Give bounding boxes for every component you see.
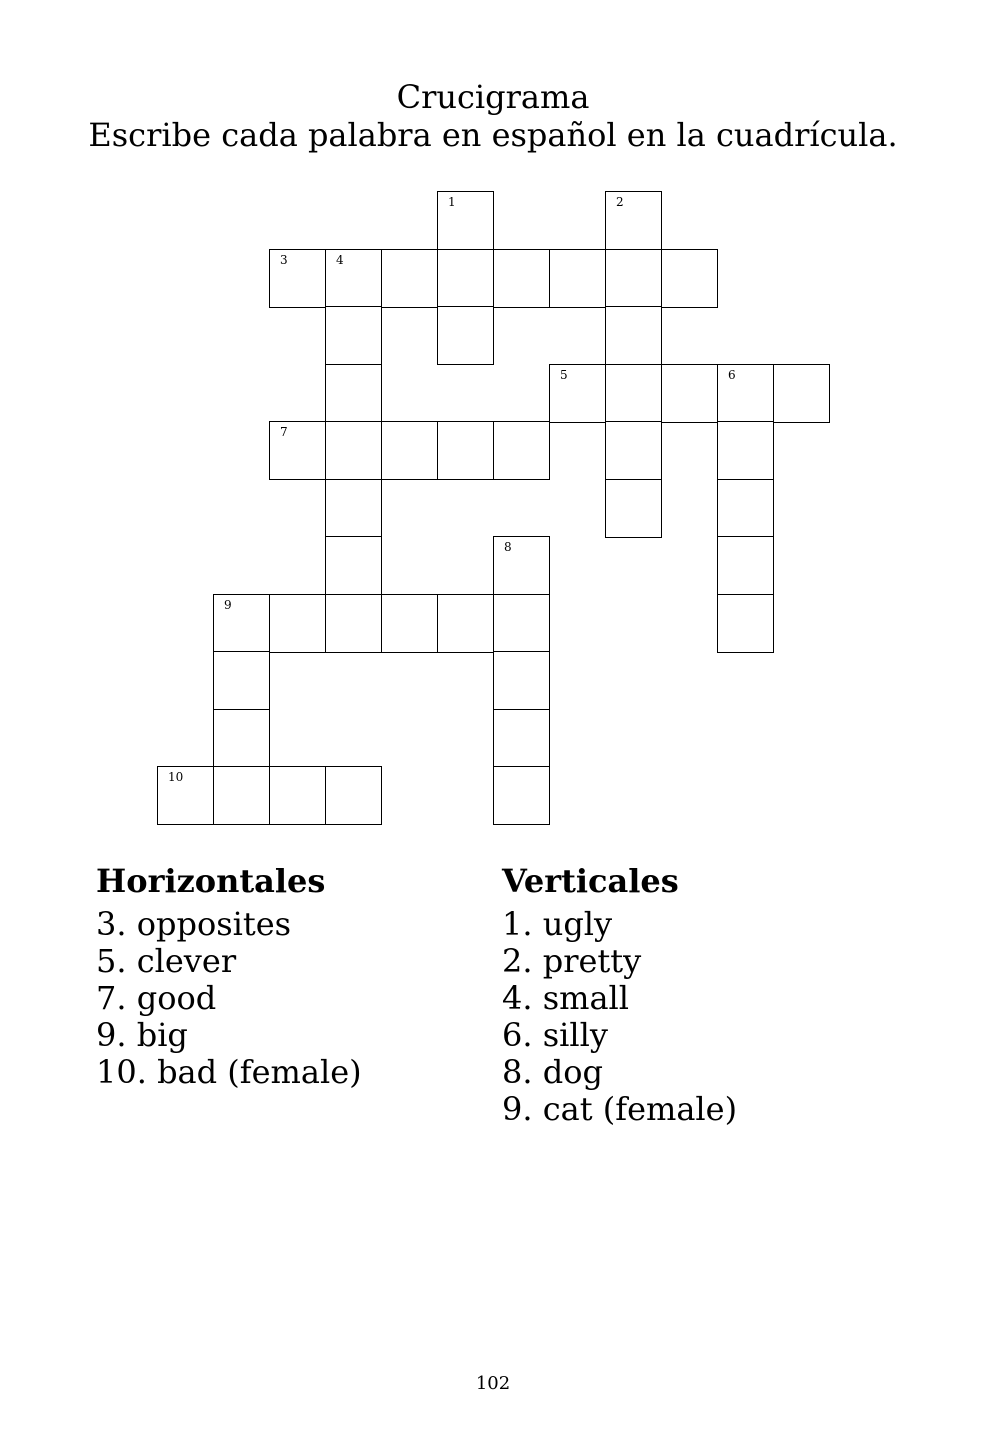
crossword-cell[interactable] — [325, 306, 382, 365]
crossword-cell[interactable] — [213, 766, 270, 825]
crossword-cell[interactable] — [157, 766, 214, 825]
crossword-cell[interactable] — [325, 364, 382, 423]
down-clue: 1. ugly — [502, 905, 613, 943]
crossword-cell[interactable] — [269, 766, 326, 825]
down-heading: Verticales — [502, 862, 679, 900]
crossword-cell[interactable] — [493, 766, 550, 825]
crossword-cell[interactable] — [493, 536, 550, 595]
clue-number: 7 — [280, 425, 288, 439]
across-clues — [96, 860, 362, 1091]
clue-number: 5 — [560, 367, 568, 382]
crossword-cell[interactable] — [437, 421, 494, 480]
page-number: 102 — [475, 1373, 511, 1394]
crossword-cell[interactable] — [717, 479, 774, 538]
across-clue: 7. good — [96, 979, 217, 1017]
crossword-cell[interactable] — [717, 594, 774, 653]
crossword-cell[interactable] — [605, 306, 662, 365]
crossword-cell[interactable] — [717, 421, 774, 480]
crossword-cell[interactable] — [325, 766, 382, 825]
crossword-cell[interactable] — [269, 421, 326, 480]
crossword-cell[interactable] — [213, 594, 270, 653]
across-clue: 5. clever — [96, 942, 237, 980]
crossword-cell[interactable] — [213, 651, 270, 710]
crossword-cell[interactable] — [437, 249, 494, 308]
clue-number: 8 — [504, 540, 512, 554]
crossword-cell[interactable] — [325, 479, 382, 538]
crossword-cell[interactable] — [549, 249, 606, 308]
crossword-cell[interactable] — [325, 249, 382, 308]
clue-number: 1 — [448, 195, 456, 209]
crossword-cell[interactable] — [437, 191, 494, 250]
crossword-cell[interactable] — [493, 249, 550, 308]
crossword-cell[interactable] — [437, 306, 494, 365]
across-heading: Horizontales — [96, 862, 326, 900]
crossword-cell[interactable] — [661, 249, 718, 308]
across-clue: 3. opposites — [96, 905, 292, 943]
crossword-cell[interactable] — [437, 594, 494, 653]
crossword-cell[interactable] — [493, 594, 550, 653]
clue-number: 3 — [280, 252, 288, 267]
instructions: Escribe cada palabra en español en la cuadrícula. — [88, 116, 898, 154]
crossword-cell[interactable] — [325, 421, 382, 480]
down-clues — [502, 860, 737, 1128]
crossword-cell[interactable] — [381, 594, 438, 653]
across-clue-list — [96, 906, 362, 1091]
crossword-cell[interactable] — [269, 249, 326, 308]
crossword-cell[interactable] — [269, 594, 326, 653]
crossword-cell[interactable] — [661, 364, 718, 423]
crossword-cell[interactable] — [773, 364, 830, 423]
crossword-cell[interactable] — [325, 536, 382, 595]
crossword-cell[interactable] — [549, 364, 606, 423]
crossword-cell[interactable] — [493, 421, 550, 480]
crossword-cell[interactable] — [605, 479, 662, 538]
clue-number: 2 — [616, 195, 624, 209]
crossword-cell[interactable] — [381, 421, 438, 480]
crossword-cell[interactable] — [213, 709, 270, 768]
clue-number: 6 — [728, 367, 736, 382]
down-clue: 4. small — [502, 979, 630, 1017]
crossword-cell[interactable] — [717, 364, 774, 423]
down-clue: 2. pretty — [502, 942, 642, 980]
crossword-cell[interactable] — [325, 594, 382, 653]
crossword-cell[interactable] — [381, 249, 438, 308]
across-clue: 9. big — [96, 1016, 188, 1054]
crossword-cell[interactable] — [605, 421, 662, 480]
page-title: Crucigrama — [396, 78, 590, 116]
down-clue-list — [502, 906, 737, 1128]
down-clue: 8. dog — [502, 1053, 603, 1091]
crossword-cell[interactable] — [605, 191, 662, 250]
crossword-cell[interactable] — [605, 249, 662, 308]
crossword-cell[interactable] — [605, 364, 662, 423]
clue-number: 10 — [168, 770, 184, 784]
crossword-cell[interactable] — [493, 709, 550, 768]
clue-number: 9 — [224, 597, 232, 612]
down-clue: 9. cat (female) — [502, 1090, 738, 1128]
down-clue: 6. silly — [502, 1016, 608, 1054]
crossword-cell[interactable] — [493, 651, 550, 710]
crossword-cell[interactable] — [717, 536, 774, 595]
across-clue: 10. bad (female) — [96, 1053, 362, 1091]
clue-number: 4 — [336, 252, 344, 267]
